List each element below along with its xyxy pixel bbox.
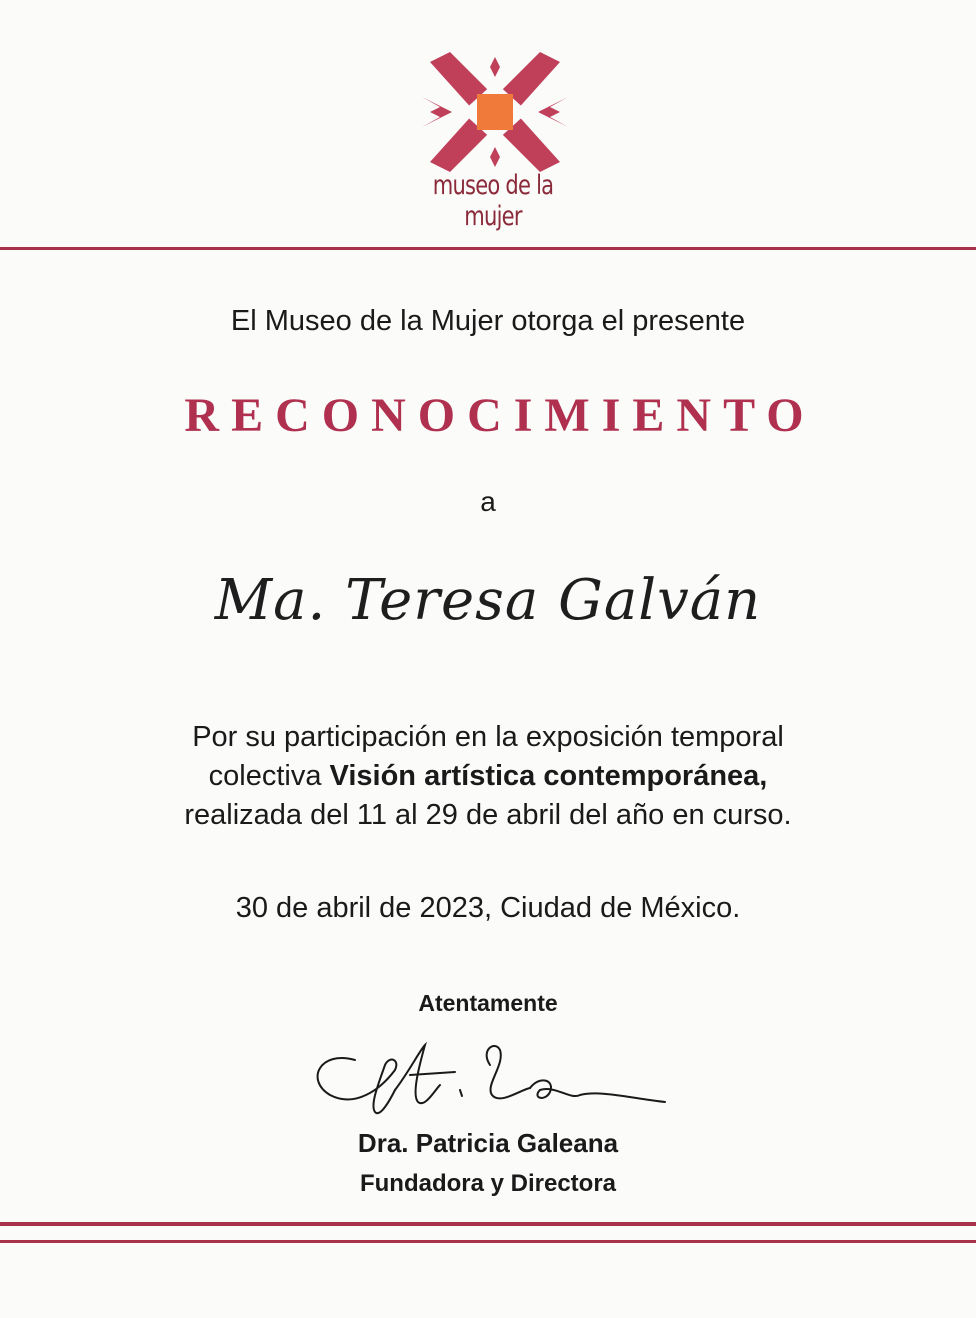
signer-name: Dra. Patricia Galeana <box>357 1128 619 1158</box>
date-place: 30 de abril de 2023, Ciudad de México. <box>235 892 741 924</box>
body-line-2 <box>0 757 976 796</box>
preposition-text: a <box>480 486 496 517</box>
logo-wordmark: museo de la mujer <box>432 170 554 232</box>
closing-text: Atentamente <box>418 990 558 1016</box>
recognition-body <box>0 718 976 835</box>
bottom-divider-thick <box>0 1222 976 1226</box>
body-line-3: realizada del 11 al 29 de abril del año en curso. <box>184 799 792 831</box>
intro-text: El Museo de la Mujer otorga el presente <box>230 305 746 337</box>
top-divider <box>0 247 976 250</box>
museo-de-la-mujer-logo-icon <box>420 42 570 182</box>
handwritten-signature-icon <box>300 1030 680 1130</box>
signer-role: Fundadora y Directora <box>359 1170 617 1197</box>
exhibition-name: Visión artística contemporánea, <box>329 760 768 792</box>
recipient-name: Ma. Teresa Galván <box>214 568 762 633</box>
body-line-1: Por su participación en la exposición temporal <box>192 721 784 753</box>
body-line-2-prefix: colectiva <box>208 760 330 792</box>
certificate-title: RECONOCIMIENTO <box>184 389 816 442</box>
bottom-divider-thin <box>0 1240 976 1243</box>
